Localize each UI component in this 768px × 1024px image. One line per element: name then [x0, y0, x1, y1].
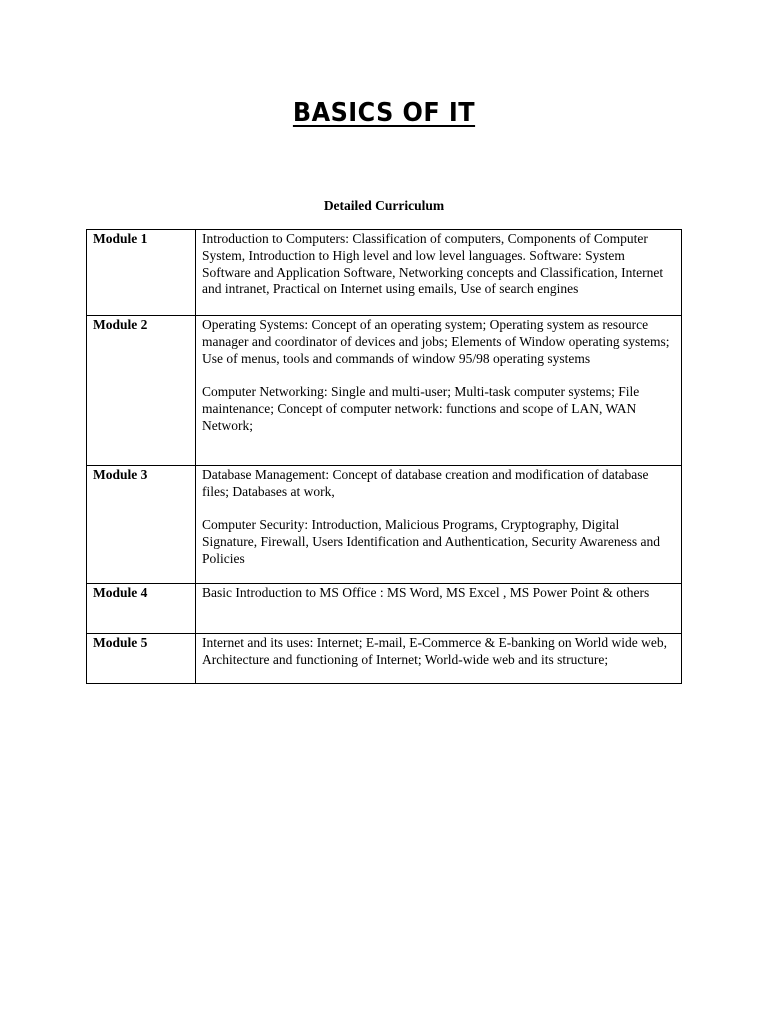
- table-row: [87, 316, 682, 466]
- table-row: [87, 466, 682, 584]
- module-paragraph: Computer Networking: Single and multi-user; Multi-task computer systems; File maintenance; Concept of computer network: functions and scope of LAN, WAN Network;: [202, 384, 640, 433]
- module-paragraph: Database Management: Concept of database creation and modification of database files; Databases at work,: [202, 467, 649, 499]
- module-label: Module 2: [87, 316, 196, 466]
- module-label: Module 4: [87, 584, 196, 634]
- module-description: [196, 316, 682, 466]
- module-paragraph: Operating Systems: Concept of an operating system; Operating system as resource manager and coordinator of devices and jobs; Elements of Window operating systems; Use of menus, tools and commands of window 95/98 operating systems: [202, 317, 670, 366]
- table-row: [87, 634, 682, 684]
- module-paragraph: Introduction to Computers: Classification of computers, Components of Computer System, Introduction to High level and low level languages. Software: System Software and Application Software, Networking concepts and Classification, Internet and intranet, Practical on Internet using emails, Use of search engines: [202, 231, 664, 297]
- page-title: BASICS OF IT: [292, 98, 476, 128]
- module-paragraph: Basic Introduction to MS Office : MS Word, MS Excel , MS Power Point & others: [202, 585, 650, 600]
- module-description: [196, 584, 682, 634]
- section-heading: Detailed Curriculum: [323, 198, 445, 213]
- module-description: [196, 634, 682, 684]
- curriculum-table: [86, 229, 682, 684]
- table-row: [87, 230, 682, 316]
- module-description: [196, 466, 682, 584]
- module-label: Module 1: [87, 230, 196, 316]
- module-description: [196, 230, 682, 316]
- module-paragraph: Computer Security: Introduction, Malicious Programs, Cryptography, Digital Signature, Firewall, Users Identification and Authentication, Security Awareness and Policies: [202, 517, 661, 566]
- module-label: Module 3: [87, 466, 196, 584]
- table-row: [87, 584, 682, 634]
- module-paragraph: Internet and its uses: Internet; E-mail, E-Commerce & E-banking on World wide web, Architecture and functioning of Internet; World-wide web and its structure;: [202, 635, 668, 667]
- module-label: Module 5: [87, 634, 196, 684]
